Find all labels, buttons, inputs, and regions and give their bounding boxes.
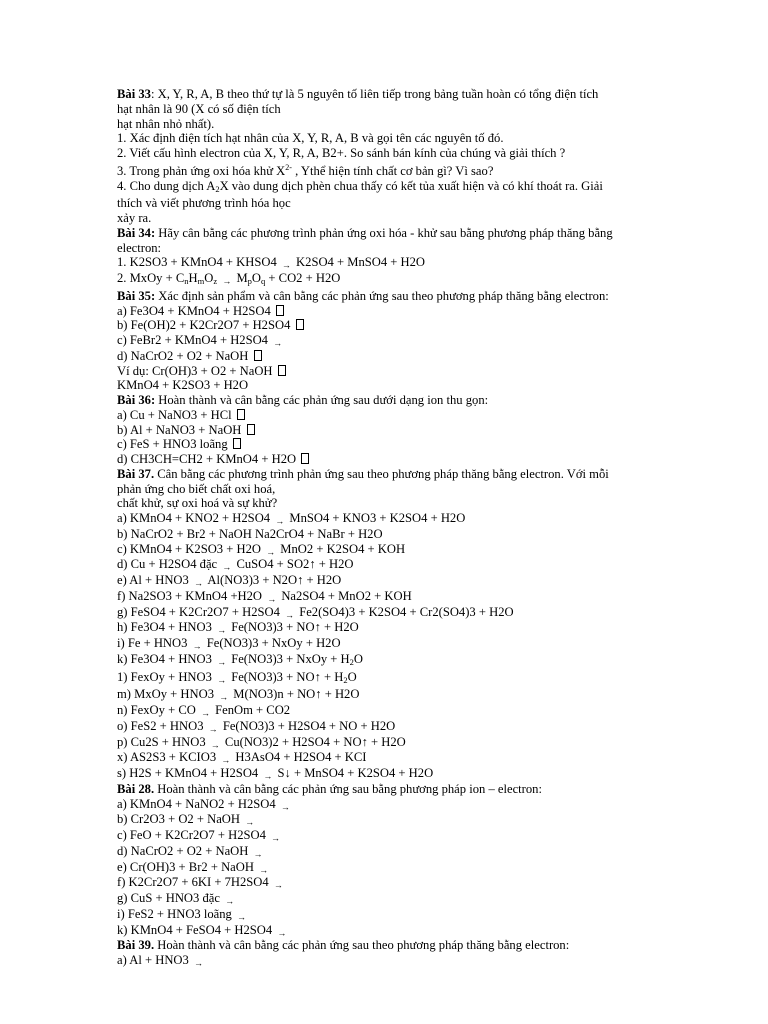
reaction-arrow: →: [208, 723, 218, 734]
reaction-arrow: →: [273, 338, 283, 348]
text-fragment: Al(NO3)3 + N2O↑ + H2O: [204, 573, 342, 587]
text-fragment: Cu(NO3)2 + H2SO4 + NO↑ + H2O: [221, 734, 406, 749]
text-fragment: d) CH3CH=CH2 + KMnO4 + H2O: [117, 452, 300, 466]
text-fragment: f) K2Cr2O7 + 6KI + 7H2SO4: [117, 875, 272, 890]
text-fragment: 1. K2SO3 + KMnO4 + KHSO4: [117, 255, 280, 270]
reaction-arrow: →: [253, 848, 263, 859]
reaction-arrow: →: [273, 880, 283, 891]
equation-line: [117, 953, 657, 969]
text-fragment: MnSO4 + KNO3 + K2SO4 + H2O: [286, 511, 466, 525]
equation-line: KMnO4 + K2SO3 + H2O: [117, 378, 249, 393]
text-fragment: Xác định sản phẩm và cân bằng các phản ứng sau theo phương pháp thăng bằng electron:: [155, 288, 609, 303]
equation-line: [117, 408, 657, 423]
reaction-arrow: →: [217, 656, 227, 667]
exercise-title: Bài 28.: [117, 781, 155, 796]
reaction-arrow: →: [193, 578, 203, 588]
text-fragment: p) Cu2S + HNO3: [117, 734, 209, 749]
text-fragment: x) AS2S3 + KCIO3: [117, 750, 220, 765]
text-fragment: a) Al + HNO3: [117, 953, 192, 967]
text-fragment: Fe(NO3)3 + NO↑ + H2O: [228, 620, 359, 635]
exercise-title: Bài 34:: [117, 225, 156, 240]
text-line: [117, 161, 657, 179]
subscript: p: [247, 276, 252, 286]
text-fragment: k) Fe3O4 + HNO3: [117, 651, 216, 666]
text-fragment: Hoàn thành và cân bằng các phản ứng sau bằng phương pháp ion – electron:: [154, 781, 542, 796]
equation-line: [117, 605, 657, 621]
exercise-heading: [117, 393, 657, 408]
text-fragment: f) Na2SO3 + KMnO4 +H2O: [117, 588, 266, 603]
subscript: 2: [349, 656, 354, 667]
text-fragment: O: [204, 271, 214, 285]
text-fragment: g) CuS + HNO3 đặc: [117, 891, 224, 905]
equation-line: [117, 907, 657, 923]
text-fragment: [217, 271, 220, 285]
exercise-title: Bài 39.: [117, 938, 155, 953]
equation-line: [117, 735, 657, 751]
text-fragment: Fe2(SO4)3 + K2SO4 + Cr2(SO4)3 + H2O: [296, 604, 514, 619]
subscript: n: [184, 276, 189, 286]
text-fragment: a) Fe3O4 + KMnO4 + H2SO4: [117, 303, 274, 318]
equation-line: [117, 620, 657, 636]
missing-glyph-box-icon: [254, 350, 262, 361]
exercise-heading: [117, 226, 657, 241]
exercise-title: Bài 35:: [117, 288, 156, 303]
missing-glyph-box-icon: [237, 409, 245, 420]
equation-line: [117, 828, 657, 844]
text-fragment: i) FeS2 + HNO3 loãng: [117, 906, 235, 921]
reaction-arrow: →: [259, 864, 269, 875]
equation-line: [117, 589, 657, 605]
equation-line: [117, 703, 657, 719]
subscript: q: [261, 276, 266, 286]
equation-line: [117, 255, 657, 271]
reaction-arrow: →: [266, 546, 276, 557]
equation-line: [117, 527, 657, 542]
reaction-arrow: →: [263, 771, 273, 781]
equation-line: [117, 271, 657, 289]
text-fragment: c) FeBr2 + KMnO4 + H2SO4: [117, 333, 272, 347]
equation-line: [117, 557, 657, 573]
text-fragment: e) Cr(OH)3 + Br2 + NaOH: [117, 859, 258, 874]
exercise-heading: [117, 782, 657, 797]
reaction-arrow: →: [237, 911, 246, 922]
text-fragment: M(NO3)n + NO↑ + H2O: [230, 687, 360, 702]
text-fragment: Fe(NO3)3 + H2SO4 + NO + H2O: [219, 718, 396, 733]
missing-glyph-box-icon: [276, 305, 284, 316]
equation-line: [117, 364, 657, 379]
text-fragment: Na2SO4 + MnO2 + KOH: [278, 588, 412, 603]
equation-line: [117, 891, 657, 907]
text-fragment: 3. Trong phản ứng oxi hóa khử X: [117, 163, 286, 178]
reaction-arrow: →: [219, 692, 229, 703]
text-fragment: Cân bằng các phương trình phản ứng sau theo phương pháp thăng bằng electron. Với mỗi: [154, 466, 609, 481]
text-fragment: b) Cr2O3 + O2 + NaOH: [117, 812, 244, 827]
text-fragment: O: [251, 271, 262, 285]
text-fragment: FenOm + CO2: [211, 703, 291, 717]
text-fragment: b) Fe(OH)2 + K2Cr2O7 + H2SO4: [117, 318, 294, 333]
equation-line: [117, 437, 657, 452]
text-fragment: e) Al + HNO3: [117, 573, 192, 587]
text-fragment: c) KMnO4 + K2SO3 + H2O: [117, 541, 265, 556]
equation-line: [117, 304, 657, 319]
equation-line: [117, 652, 657, 670]
text-fragment: Hoàn thành và cân bằng các phản ứng sau dưới dạng ion thu gọn:: [155, 393, 489, 407]
equation-line: [117, 636, 657, 652]
equation-line: [117, 333, 657, 349]
text-fragment: , Ythể hiện tính chất cơ bản gì? Vì sao?: [291, 163, 494, 178]
subscript: 2: [215, 183, 220, 194]
exercise-heading: [117, 467, 657, 482]
text-fragment: d) NaCrO2 + O2 + NaOH: [117, 348, 252, 363]
text-fragment: K2SO4 + MnSO4 + H2O: [292, 255, 426, 270]
text-line: hạt nhân là 90 (X có số điện tích: [117, 101, 281, 116]
equation-line: [117, 797, 657, 813]
reaction-arrow: →: [221, 755, 231, 766]
text-line: hạt nhân nhỏ nhất).: [117, 116, 215, 131]
text-fragment: c) FeS + HNO3 loãng: [117, 437, 231, 452]
equation-line: [117, 349, 657, 364]
text-line: [117, 179, 657, 197]
text-fragment: i) Fe + HNO3: [117, 636, 191, 650]
text-fragment: Ví dụ: Cr(OH)3 + O2 + NaOH: [117, 363, 276, 378]
text-line: : X, Y, R, A, B theo thứ tự là 5 nguyên tố liên tiếp trong bảng tuần hoàn có tổng điện tích: [150, 87, 599, 101]
text-fragment: 4. Cho dung dịch A: [117, 178, 216, 193]
text-fragment: S↓ + MnSO4 + K2SO4 + H2O: [274, 766, 434, 780]
text-fragment: H: [188, 271, 198, 285]
text-fragment: d) NaCrO2 + O2 + NaOH: [117, 843, 252, 858]
text-fragment: Hoàn thành và cân bằng các phản ứng sau theo phương pháp thăng bằng electron:: [154, 938, 570, 953]
reaction-arrow: →: [281, 260, 291, 271]
text-fragment: o) FeS2 + HNO3: [117, 718, 207, 733]
reaction-arrow: →: [275, 516, 285, 526]
subscript: m: [197, 276, 205, 286]
text-fragment: H3AsO4 + H2SO4 + KCI: [232, 750, 367, 765]
text-fragment: h) Fe3O4 + HNO3: [117, 620, 216, 635]
equation-line: [117, 423, 657, 438]
text-fragment: 1) FexOy + HNO3: [117, 669, 216, 684]
reaction-arrow: →: [200, 708, 210, 718]
equation-line: [117, 670, 657, 688]
text-fragment: c) FeO + K2Cr2O7 + H2SO4: [117, 828, 270, 842]
equation-line: [117, 923, 657, 939]
text-fragment: b) NaCrO2 + Br2 + NaOH Na2CrO4 + NaBr + H2O: [117, 526, 383, 541]
text-fragment: O: [353, 651, 364, 666]
text-fragment: 2. MxOy + C: [117, 271, 185, 285]
reaction-arrow: →: [222, 276, 232, 286]
reaction-arrow: →: [271, 833, 281, 843]
text-line: phản ứng cho biết chất oxi hoá,: [117, 481, 276, 496]
text-line: thích và viết phương trình hóa học: [117, 196, 291, 211]
text-fragment: Fe(NO3)3 + NxOy + H: [228, 651, 350, 666]
text-fragment: X vào dung dịch phèn chua thấy có kết tủa xuất hiện và có khí thoát ra. Giải: [219, 178, 603, 193]
exercise-title: Bài 37.: [117, 466, 155, 481]
reaction-arrow: →: [267, 593, 277, 604]
text-line: chất khử, sự oxi hoá và sự khử?: [117, 496, 278, 511]
missing-glyph-box-icon: [233, 438, 241, 449]
reaction-arrow: →: [280, 801, 290, 812]
missing-glyph-box-icon: [296, 319, 304, 330]
text-line: electron:: [117, 240, 162, 255]
reaction-arrow: →: [217, 674, 227, 685]
text-fragment: + CO2 + H2O: [265, 271, 341, 285]
reaction-arrow: →: [245, 817, 255, 828]
missing-glyph-box-icon: [247, 424, 255, 435]
equation-line: [117, 875, 657, 891]
exercise-heading: [117, 87, 657, 102]
equation-line: [117, 812, 657, 828]
text-fragment: CuSO4 + SO2↑ + H2O: [233, 557, 354, 572]
subscript: z: [213, 276, 218, 286]
text-line: xảy ra.: [117, 211, 152, 225]
text-fragment: g) FeSO4 + K2Cr2O7 + H2SO4: [117, 604, 284, 619]
text-fragment: s) H2S + KMnO4 + H2SO4: [117, 766, 262, 780]
text-fragment: a) KMnO4 + KNO2 + H2SO4: [117, 511, 274, 525]
reaction-arrow: →: [193, 958, 203, 968]
exercise-title: Bài 33: [117, 87, 151, 101]
text-fragment: n) FexOy + CO: [117, 703, 199, 717]
missing-glyph-box-icon: [278, 365, 286, 376]
reaction-arrow: →: [210, 739, 220, 750]
text-fragment: d) Cu + H2SO4 đặc: [117, 557, 221, 572]
text-line: 2. Viết cấu hình electron của X, Y, R, A, B2+. So sánh bán kính của chúng và giải thích ?: [117, 146, 566, 160]
exercise-heading: [117, 289, 657, 304]
exercise-title: Bài 36:: [117, 393, 156, 407]
equation-line: [117, 766, 657, 782]
equation-line: [117, 542, 657, 558]
missing-glyph-box-icon: [301, 453, 309, 464]
equation-line: [117, 511, 657, 527]
reaction-arrow: →: [192, 641, 202, 651]
reaction-arrow: →: [217, 625, 227, 636]
equation-line: [117, 719, 657, 735]
text-line: 1. Xác định điện tích hạt nhân của X, Y, R, A, B và gọi tên các nguyên tố đó.: [117, 131, 504, 146]
equation-line: [117, 318, 657, 333]
reaction-arrow: →: [277, 927, 287, 938]
subscript: 2: [343, 674, 348, 685]
text-fragment: O: [347, 669, 357, 684]
superscript: 2-: [285, 162, 292, 172]
exercise-heading: [117, 938, 657, 953]
equation-line: [117, 573, 657, 589]
text-fragment: Hãy cân bằng các phương trình phản ứng oxi hóa - khử sau bằng phương pháp thăng bằng: [155, 225, 613, 240]
text-fragment: MnO2 + K2SO4 + KOH: [277, 541, 406, 556]
text-fragment: Fe(NO3)3 + NxOy + H2O: [203, 636, 341, 650]
equation-line: [117, 687, 657, 703]
reaction-arrow: →: [222, 562, 232, 573]
equation-line: [117, 452, 657, 467]
equation-line: [117, 860, 657, 876]
reaction-arrow: →: [225, 896, 235, 906]
text-fragment: Fe(NO3)3 + NO↑ + H: [228, 669, 344, 684]
text-fragment: b) Al + NaNO3 + NaOH: [117, 422, 245, 437]
text-fragment: m) MxOy + HNO3: [117, 687, 218, 702]
text-fragment: a) Cu + NaNO3 + HCl: [117, 407, 235, 422]
equation-line: [117, 844, 657, 860]
text-fragment: M: [233, 271, 248, 285]
equation-line: [117, 750, 657, 766]
text-fragment: k) KMnO4 + FeSO4 + H2SO4: [117, 922, 276, 937]
document-body: [117, 87, 657, 969]
text-fragment: a) KMnO4 + NaNO2 + H2SO4: [117, 796, 279, 811]
reaction-arrow: →: [285, 609, 295, 620]
